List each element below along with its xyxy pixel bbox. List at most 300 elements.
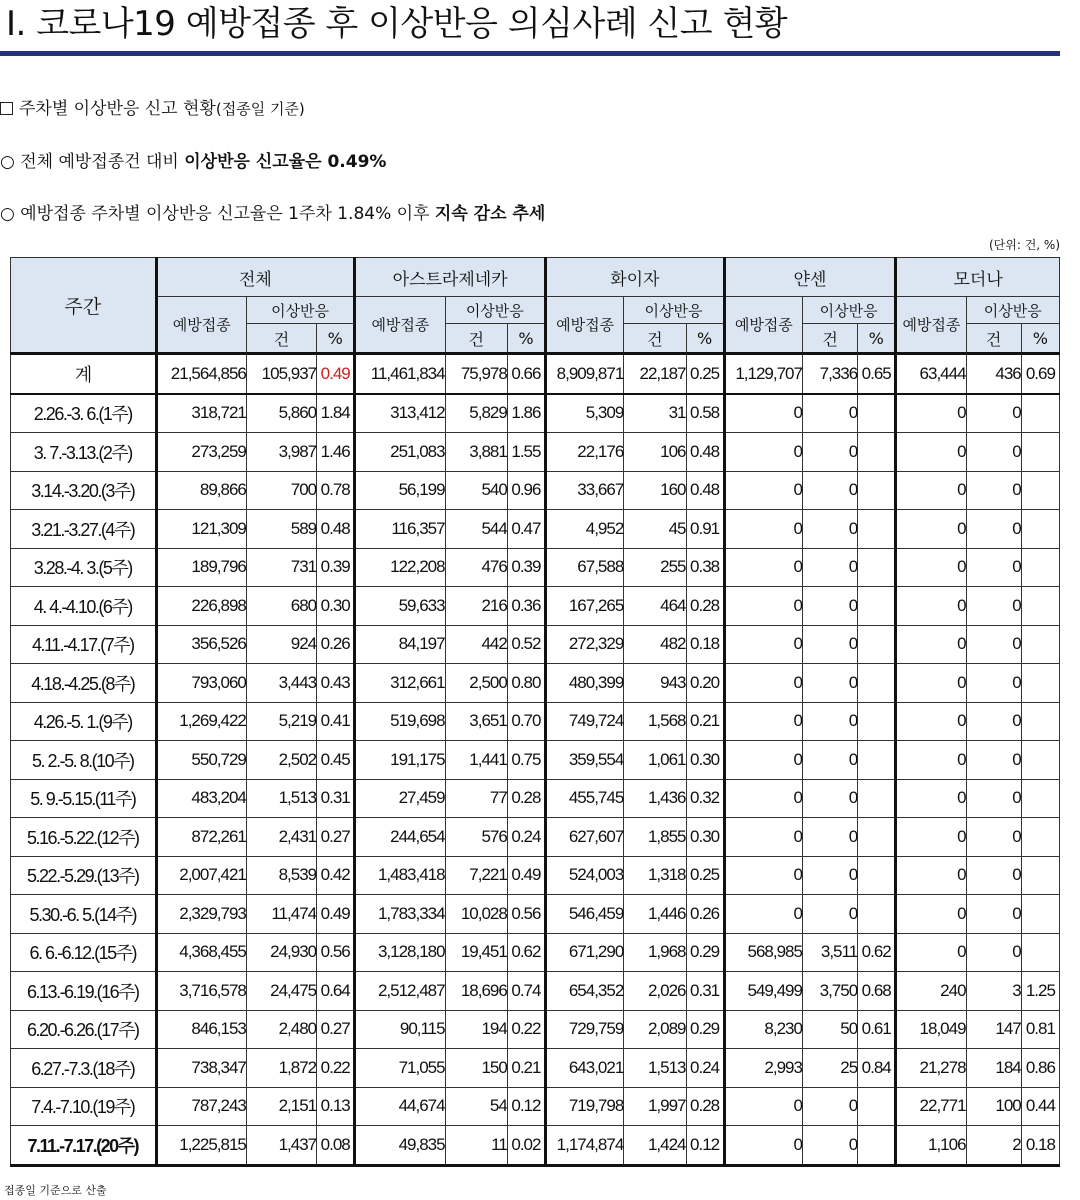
table-row: [11, 972, 1060, 1011]
table-row: [11, 818, 1060, 857]
vaccinated-cell: 116,357: [355, 510, 445, 549]
adverse-rate-cell: [858, 741, 896, 780]
vaccinated-cell: 3,716,578: [156, 972, 246, 1011]
adverse-rate-cell: [1021, 433, 1059, 472]
adverse-count-cell: 3: [966, 972, 1021, 1011]
adverse-rate-cell: 0.81: [1021, 1010, 1059, 1049]
adverse-count-cell: 3,881: [445, 433, 507, 472]
adverse-count-cell: 7,221: [445, 856, 507, 895]
vaccinated-cell: 0: [724, 779, 802, 818]
adverse-rate-cell: [858, 779, 896, 818]
adverse-subheader: 이상반응: [246, 297, 354, 324]
adverse-rate-cell: 0.38: [686, 548, 724, 587]
vaccinated-cell: 2,993: [724, 1049, 802, 1088]
adverse-count-cell: 22,187: [624, 354, 686, 394]
adverse-rate-cell: 0.30: [686, 741, 724, 780]
week-cell: 3.14.-3.20.(3주): [11, 471, 157, 510]
total-row: [11, 354, 1060, 394]
adverse-count-cell: 0: [966, 471, 1021, 510]
vaccinated-cell: 0: [724, 433, 802, 472]
adverse-rate-cell: 0.12: [507, 1087, 545, 1126]
adverse-rate-cell: 0.25: [686, 354, 724, 394]
vaccinated-cell: 0: [724, 471, 802, 510]
adverse-count-cell: 150: [445, 1049, 507, 1088]
vaccinated-cell: 71,055: [355, 1049, 445, 1088]
adverse-count-cell: 0: [802, 779, 857, 818]
vaccinated-cell: 272,329: [546, 625, 624, 664]
adverse-rate-cell: 0.31: [317, 779, 355, 818]
adverse-rate-cell: 0.32: [686, 779, 724, 818]
adverse-rate-cell: 0.28: [686, 1087, 724, 1126]
checkbox-square-icon: [0, 102, 13, 115]
vaccinated-cell: 0: [896, 625, 966, 664]
count-subheader: 건: [966, 324, 1021, 354]
vaccinated-cell: 0: [896, 702, 966, 741]
vaccinated-cell: 1,225,815: [156, 1126, 246, 1166]
bullet-overall-rate-prefix: ○ 전체 예방접종건 대비: [0, 152, 185, 172]
adverse-rate-cell: [858, 433, 896, 472]
adverse-count-cell: 0: [802, 895, 857, 934]
week-cell: 6.13.-6.19.(16주): [11, 972, 157, 1011]
percent-subheader: %: [858, 324, 896, 354]
adverse-count-cell: 77: [445, 779, 507, 818]
vaccinated-cell: 0: [724, 1126, 802, 1166]
adverse-rate-cell: 0.18: [686, 625, 724, 664]
adverse-rate-cell: 0.62: [858, 933, 896, 972]
vaccinated-cell: 654,352: [546, 972, 624, 1011]
vaccinated-cell: 0: [896, 933, 966, 972]
vaccinated-cell: 0: [896, 741, 966, 780]
adverse-count-cell: 100: [966, 1087, 1021, 1126]
vaccinated-subheader: 예방접종: [156, 297, 246, 354]
adverse-count-cell: 147: [966, 1010, 1021, 1049]
adverse-count-cell: 0: [802, 471, 857, 510]
vaccinated-cell: 89,866: [156, 471, 246, 510]
adverse-rate-cell: 1.55: [507, 433, 545, 472]
vaccinated-cell: 191,175: [355, 741, 445, 780]
adverse-count-cell: 0: [966, 818, 1021, 857]
adverse-rate-cell: [1021, 895, 1059, 934]
week-cell: 6.27.-7.3.(18주): [11, 1049, 157, 1088]
adverse-rate-cell: 0.24: [686, 1049, 724, 1088]
adverse-rate-cell: [858, 394, 896, 433]
table-row: [11, 510, 1060, 549]
table-row: [11, 471, 1060, 510]
vaccinated-cell: 189,796: [156, 548, 246, 587]
vaccinated-cell: 0: [896, 394, 966, 433]
vaccinated-cell: 0: [896, 587, 966, 626]
adverse-rate-cell: 0.48: [317, 510, 355, 549]
adverse-count-cell: 1,872: [246, 1049, 316, 1088]
vaccinated-subheader: 예방접종: [724, 297, 802, 354]
adverse-rate-cell: 0.78: [317, 471, 355, 510]
table-row: [11, 779, 1060, 818]
vaccinated-cell: 318,721: [156, 394, 246, 433]
vaccinated-cell: 67,588: [546, 548, 624, 587]
vaccinated-cell: 0: [724, 510, 802, 549]
group-header-moderna: 모더나: [896, 258, 1060, 297]
footnote: 접종일 기준으로 산출: [4, 1184, 107, 1197]
adverse-count-cell: 2,480: [246, 1010, 316, 1049]
table-row: [11, 933, 1060, 972]
adverse-count-cell: 0: [966, 394, 1021, 433]
percent-subheader: %: [686, 324, 724, 354]
vaccinated-cell: 356,526: [156, 625, 246, 664]
adverse-count-cell: 0: [802, 702, 857, 741]
adverse-count-cell: 11: [445, 1126, 507, 1166]
vaccinated-cell: 0: [724, 548, 802, 587]
adverse-rate-cell: [1021, 587, 1059, 626]
adverse-count-cell: 0: [966, 779, 1021, 818]
week-cell: 4.18.-4.25.(8주): [11, 664, 157, 703]
week-cell: 5. 2.-5. 8.(10주): [11, 741, 157, 780]
adverse-rate-cell: 0.21: [686, 702, 724, 741]
vaccinated-cell: 56,199: [355, 471, 445, 510]
vaccinated-cell: 0: [896, 510, 966, 549]
week-cell: 7.4.-7.10.(19주): [11, 1087, 157, 1126]
adverse-rate-cell: [1021, 510, 1059, 549]
adverse-count-cell: 540: [445, 471, 507, 510]
adverse-count-cell: 1,437: [246, 1126, 316, 1166]
adverse-rate-cell: [858, 895, 896, 934]
count-subheader: 건: [445, 324, 507, 354]
adverse-rate-cell: 0.30: [317, 587, 355, 626]
adverse-rate-cell: [858, 818, 896, 857]
adverse-count-cell: 0: [966, 548, 1021, 587]
adverse-count-cell: 544: [445, 510, 507, 549]
adverse-rate-cell: 0.30: [686, 818, 724, 857]
adverse-count-cell: 1,446: [624, 895, 686, 934]
adverse-rate-cell: 0.31: [686, 972, 724, 1011]
adverse-rate-cell: [1021, 818, 1059, 857]
adverse-rate-cell: 0.52: [507, 625, 545, 664]
adverse-rate-cell: 0.74: [507, 972, 545, 1011]
adverse-rate-cell: 0.91: [686, 510, 724, 549]
vaccinated-cell: 0: [896, 895, 966, 934]
adverse-count-cell: 0: [802, 818, 857, 857]
adverse-count-cell: 106: [624, 433, 686, 472]
adverse-rate-cell: [858, 471, 896, 510]
vaccinated-cell: 5,309: [546, 394, 624, 433]
adverse-count-cell: 0: [966, 664, 1021, 703]
vaccinated-cell: 1,783,334: [355, 895, 445, 934]
adverse-rate-cell: 0.26: [686, 895, 724, 934]
vaccinated-cell: 0: [724, 394, 802, 433]
adverse-rate-cell: [858, 587, 896, 626]
adverse-count-cell: 54: [445, 1087, 507, 1126]
adverse-subheader: 이상반응: [966, 297, 1059, 324]
group-header-astrazeneca: 아스트라제네카: [355, 258, 546, 297]
vaccinated-cell: 846,153: [156, 1010, 246, 1049]
week-column-header: 주간: [11, 258, 157, 354]
vaccinated-subheader: 예방접종: [355, 297, 445, 354]
adverse-count-cell: 0: [802, 548, 857, 587]
vaccinated-cell: 729,759: [546, 1010, 624, 1049]
vaccinated-cell: 0: [896, 856, 966, 895]
adverse-rate-cell: [858, 702, 896, 741]
vaccinated-cell: 524,003: [546, 856, 624, 895]
adverse-count-cell: 3,750: [802, 972, 857, 1011]
vaccinated-cell: 0: [724, 664, 802, 703]
adverse-count-cell: 5,860: [246, 394, 316, 433]
vaccinated-cell: 59,633: [355, 587, 445, 626]
vaccinated-cell: 455,745: [546, 779, 624, 818]
adverse-count-cell: 10,028: [445, 895, 507, 934]
table-row: [11, 741, 1060, 780]
adverse-count-cell: 1,441: [445, 741, 507, 780]
adverse-rate-cell: 0.12: [686, 1126, 724, 1166]
adverse-count-cell: 1,968: [624, 933, 686, 972]
adverse-count-cell: 0: [802, 394, 857, 433]
table-row: [11, 587, 1060, 626]
vaccinated-cell: 63,444: [896, 354, 966, 394]
adverse-count-cell: 0: [802, 1126, 857, 1166]
vaccinated-cell: 0: [724, 818, 802, 857]
group-header-total: 전체: [156, 258, 355, 297]
adverse-rate-cell: [1021, 625, 1059, 664]
vaccinated-cell: 33,667: [546, 471, 624, 510]
bullet-overall-rate: [0, 151, 386, 173]
adverse-count-cell: 0: [966, 702, 1021, 741]
vaccinated-cell: 738,347: [156, 1049, 246, 1088]
week-cell: 5.30.-6. 5.(14주): [11, 895, 157, 934]
adverse-count-cell: 924: [246, 625, 316, 664]
adverse-count-cell: 700: [246, 471, 316, 510]
adverse-rate-cell: 0.58: [686, 394, 724, 433]
adverse-rate-cell: [1021, 856, 1059, 895]
adverse-count-cell: 3,511: [802, 933, 857, 972]
adverse-count-cell: 2,089: [624, 1010, 686, 1049]
vaccinated-cell: 483,204: [156, 779, 246, 818]
adverse-rate-cell: 1.86: [507, 394, 545, 433]
adverse-rate-cell: 0.13: [317, 1087, 355, 1126]
vaccinated-cell: 18,049: [896, 1010, 966, 1049]
adverse-count-cell: 2,026: [624, 972, 686, 1011]
adverse-count-cell: 18,696: [445, 972, 507, 1011]
adverse-rate-cell: [1021, 664, 1059, 703]
vaccinated-cell: 90,115: [355, 1010, 445, 1049]
adverse-count-cell: 0: [966, 625, 1021, 664]
adverse-count-cell: 25: [802, 1049, 857, 1088]
adverse-count-cell: 680: [246, 587, 316, 626]
adverse-rate-cell: 0.22: [507, 1010, 545, 1049]
adverse-rate-cell: 0.49: [317, 354, 355, 394]
table-row: [11, 895, 1060, 934]
adverse-rate-cell: 0.56: [507, 895, 545, 934]
adverse-count-cell: 19,451: [445, 933, 507, 972]
adverse-count-cell: 436: [966, 354, 1021, 394]
adverse-count-cell: 1,436: [624, 779, 686, 818]
vaccinated-cell: 719,798: [546, 1087, 624, 1126]
adverse-count-cell: 0: [802, 1087, 857, 1126]
adverse-count-cell: 2,431: [246, 818, 316, 857]
adverse-count-cell: 3,443: [246, 664, 316, 703]
adverse-rate-cell: 1.25: [1021, 972, 1059, 1011]
vaccinated-cell: 872,261: [156, 818, 246, 857]
adverse-count-cell: 5,219: [246, 702, 316, 741]
adverse-count-cell: 50: [802, 1010, 857, 1049]
table-row: [11, 664, 1060, 703]
week-cell: 7.11.-7.17.(20주): [11, 1126, 157, 1166]
vaccinated-cell: 643,021: [546, 1049, 624, 1088]
adverse-rate-cell: 0.02: [507, 1126, 545, 1166]
adverse-rate-cell: [858, 664, 896, 703]
week-cell: 3.21.-3.27.(4주): [11, 510, 157, 549]
adverse-count-cell: 75,978: [445, 354, 507, 394]
adverse-subheader: 이상반응: [445, 297, 545, 324]
adverse-count-cell: 0: [966, 741, 1021, 780]
adverse-count-cell: 24,930: [246, 933, 316, 972]
vaccinated-cell: 8,230: [724, 1010, 802, 1049]
vaccinated-cell: 568,985: [724, 933, 802, 972]
vaccinated-cell: 251,083: [355, 433, 445, 472]
vaccinated-cell: 240: [896, 972, 966, 1011]
adverse-rate-cell: [1021, 471, 1059, 510]
adverse-rate-cell: 0.36: [507, 587, 545, 626]
adverse-count-cell: 1,318: [624, 856, 686, 895]
vaccinated-cell: 627,607: [546, 818, 624, 857]
vaccinated-cell: 2,512,487: [355, 972, 445, 1011]
adverse-rate-cell: 0.61: [858, 1010, 896, 1049]
adverse-count-cell: 1,424: [624, 1126, 686, 1166]
vaccinated-subheader: 예방접종: [546, 297, 624, 354]
adverse-rate-cell: 0.65: [858, 354, 896, 394]
adverse-count-cell: 0: [802, 587, 857, 626]
vaccinated-cell: 4,368,455: [156, 933, 246, 972]
adverse-count-cell: 0: [802, 856, 857, 895]
adverse-rate-cell: 0.44: [1021, 1087, 1059, 1126]
vaccinated-cell: 0: [896, 433, 966, 472]
adverse-count-cell: 731: [246, 548, 316, 587]
adverse-count-cell: 105,937: [246, 354, 316, 394]
adverse-count-cell: 0: [966, 895, 1021, 934]
adverse-count-cell: 45: [624, 510, 686, 549]
adverse-count-cell: 2,500: [445, 664, 507, 703]
adverse-count-cell: 0: [966, 587, 1021, 626]
adverse-count-cell: 2: [966, 1126, 1021, 1166]
adverse-rate-cell: 0.84: [858, 1049, 896, 1088]
title-divider: [0, 51, 1060, 56]
table-row: [11, 548, 1060, 587]
adverse-rate-cell: 0.29: [686, 1010, 724, 1049]
adverse-count-cell: 0: [802, 510, 857, 549]
adverse-rate-cell: 0.47: [507, 510, 545, 549]
table-row: [11, 1087, 1060, 1126]
vaccinated-cell: 44,674: [355, 1087, 445, 1126]
week-cell: 4.26.-5. 1.(9주): [11, 702, 157, 741]
adverse-count-cell: 589: [246, 510, 316, 549]
adverse-subheader: 이상반응: [624, 297, 724, 324]
adverse-count-cell: 7,336: [802, 354, 857, 394]
adverse-rate-cell: [858, 548, 896, 587]
adverse-rate-cell: 0.25: [686, 856, 724, 895]
adverse-rate-cell: 0.29: [686, 933, 724, 972]
adverse-count-cell: 464: [624, 587, 686, 626]
adverse-count-cell: 1,061: [624, 741, 686, 780]
adverse-count-cell: 2,502: [246, 741, 316, 780]
adverse-count-cell: 24,475: [246, 972, 316, 1011]
page-title: I. 코로나19 예방접종 후 이상반응 의심사례 신고 현황: [6, 4, 788, 44]
vaccinated-cell: 4,952: [546, 510, 624, 549]
vaccinated-cell: 22,176: [546, 433, 624, 472]
vaccinated-cell: 11,461,834: [355, 354, 445, 394]
adverse-rate-cell: 0.28: [507, 779, 545, 818]
vaccinated-cell: 1,174,874: [546, 1126, 624, 1166]
adverse-rate-cell: 0.75: [507, 741, 545, 780]
adverse-count-cell: 3,987: [246, 433, 316, 472]
week-cell: 5. 9.-5.15.(11주): [11, 779, 157, 818]
week-cell: 4.11.-4.17.(7주): [11, 625, 157, 664]
adverse-rate-cell: 0.39: [317, 548, 355, 587]
count-subheader: 건: [246, 324, 316, 354]
adverse-rate-cell: [1021, 548, 1059, 587]
vaccinated-cell: 21,564,856: [156, 354, 246, 394]
adverse-rate-cell: 0.49: [507, 856, 545, 895]
vaccinated-cell: 2,007,421: [156, 856, 246, 895]
vaccinated-cell: 550,729: [156, 741, 246, 780]
vaccinated-cell: 0: [896, 664, 966, 703]
adverse-rate-cell: 0.18: [1021, 1126, 1059, 1166]
adverse-count-cell: 0: [966, 856, 1021, 895]
adverse-rate-cell: 0.62: [507, 933, 545, 972]
adverse-rate-cell: 0.68: [858, 972, 896, 1011]
vaccinated-cell: 21,278: [896, 1049, 966, 1088]
vaccinated-cell: 0: [724, 587, 802, 626]
vaccinated-cell: 226,898: [156, 587, 246, 626]
week-cell: 4. 4.-4.10.(6주): [11, 587, 157, 626]
adverse-count-cell: 160: [624, 471, 686, 510]
unit-label: (단위: 건, %): [988, 238, 1060, 252]
vaccinated-cell: 1,129,707: [724, 354, 802, 394]
vaccinated-subheader: 예방접종: [896, 297, 966, 354]
adverse-count-cell: 1,997: [624, 1087, 686, 1126]
vaccinated-cell: 787,243: [156, 1087, 246, 1126]
group-header-janssen: 얀센: [724, 258, 896, 297]
vaccinated-cell: 546,459: [546, 895, 624, 934]
adverse-count-cell: 216: [445, 587, 507, 626]
vaccinated-cell: 0: [724, 895, 802, 934]
adverse-rate-cell: [1021, 702, 1059, 741]
vaccinated-cell: 0: [724, 625, 802, 664]
adverse-count-cell: 3,651: [445, 702, 507, 741]
adverse-count-cell: 0: [966, 510, 1021, 549]
adverse-count-cell: 255: [624, 548, 686, 587]
adverse-rate-cell: [858, 1126, 896, 1166]
vaccinated-cell: 1,269,422: [156, 702, 246, 741]
adverse-count-cell: 2,151: [246, 1087, 316, 1126]
vaccinated-cell: 8,909,871: [546, 354, 624, 394]
adverse-rate-cell: 0.70: [507, 702, 545, 741]
vaccinated-cell: 0: [896, 548, 966, 587]
adverse-rate-cell: [858, 625, 896, 664]
vaccinated-cell: 121,309: [156, 510, 246, 549]
week-cell: 3.28.-4. 3.(5주): [11, 548, 157, 587]
adverse-rate-cell: 0.96: [507, 471, 545, 510]
adverse-rate-cell: [858, 510, 896, 549]
percent-subheader: %: [317, 324, 355, 354]
vaccinated-cell: 671,290: [546, 933, 624, 972]
table-row: [11, 433, 1060, 472]
vaccinated-cell: 480,399: [546, 664, 624, 703]
adverse-rate-cell: 1.46: [317, 433, 355, 472]
week-cell: 6. 6.-6.12.(15주): [11, 933, 157, 972]
adverse-rate-cell: 0.28: [686, 587, 724, 626]
vaccinated-cell: 0: [724, 702, 802, 741]
table-row: [11, 394, 1060, 433]
adverse-rate-cell: 0.66: [507, 354, 545, 394]
percent-subheader: %: [507, 324, 545, 354]
adverse-rate-cell: [1021, 741, 1059, 780]
